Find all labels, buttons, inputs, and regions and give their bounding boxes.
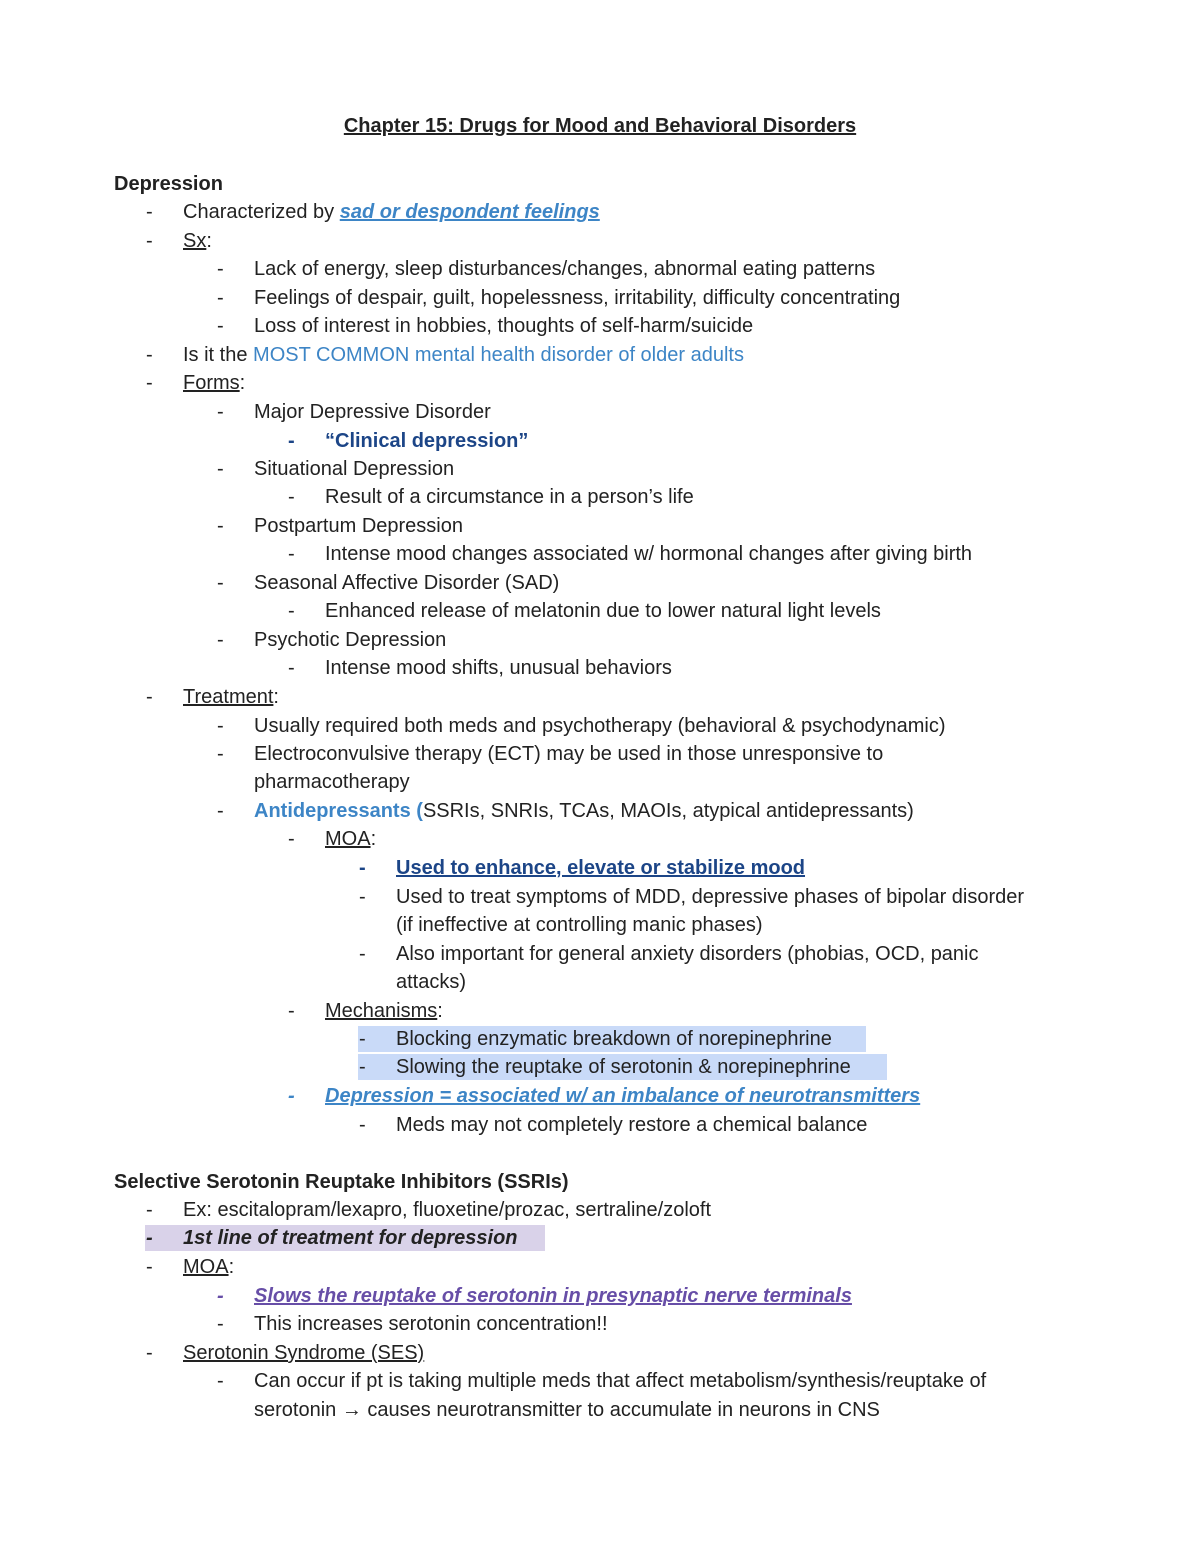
sx-label: Sx bbox=[183, 230, 207, 252]
form-name: Seasonal Affective Disorder (SAD) bbox=[254, 572, 560, 594]
treatment-item: Electroconvulsive therapy (ECT) may be used in those unresponsive to bbox=[254, 743, 884, 765]
sx-item: Feelings of despair, guilt, hopelessness, irritability, difficulty concentrating bbox=[254, 287, 901, 309]
moa-label: MOA bbox=[183, 1256, 229, 1278]
section-heading-depression: Depression bbox=[114, 173, 223, 195]
ssri-moa-main: Slows the reuptake of serotonin in presynaptic nerve terminals bbox=[254, 1285, 852, 1307]
ssri-examples: Ex: escitalopram/lexapro, fluoxetine/prozac, sertraline/zoloft bbox=[183, 1199, 712, 1221]
document-page: Chapter 15: Drugs for Mood and Behavioral Disorders Depression - Characterized by sad or despondent feelings - Sx: - Lack of energy, sleep disturbances/changes, abnormal eating patterns - Feelings of despair, guilt, hopelessness, irritability, difficulty concentrating - Loss of interest in hobbies, thoughts of self-harm/suicide - Is it the MOST COMMON mental health disorder of older adults - Forms: - Major Depressive Disorder - “Clinical depression” - Situational Depression - Result of a circumstance in a person’s life - Postpartum Depression - Intense mood changes associated w/ hormonal changes after giving birth - Seasonal Affective Disorder (SAD) - Enhanced release of melatonin due to lower natural light levels - Psychotic Depression - Intense mood shifts, unusual behaviors - Treatment: - Usually required both meds and psychotherapy (behavioral & psychodynamic) - Electroconvulsive therapy (ECT) may be used in those unresponsive to pharmacotherapy - Antidepressants (SSRIs, SNRIs, TCAs, MAOIs, atypical antidepressants) - MOA: - Used to enhance, elevate or stabilize mood - Used to treat symptoms of MDD, depressive phases of bipolar disorder (if ineffective at controlling manic phases) - Also important for general anxiety disorders (phobias, OCD, panic attacks) - Mechanisms: - Blocking enzymatic breakdown of norepinephrine - Slowing the reuptake of serotonin & norepinephrine - Depression = associated w/ an imbalance of neurotransmitters - Meds may not completely restore a chemical balance Selective Serotonin Reuptake Inhibitors (SSRIs) - Ex: escitalopram/lexapro, fluoxetine/prozac, sertraline/zoloft - 1st line of treatment for depression - MOA: - Slows the reuptake of serotonin in presynaptic nerve terminals - This increases serotonin concentration!! - Serotonin Syndrome (SES) - Can occur if pt is taking multiple meds that affect metabolism/synthesis/reuptake of serotonin → causes neurotransmitter to accumulate in neurons in CNS bbox=[0, 0, 1200, 1553]
antidepressants-label: Antidepressants ( bbox=[254, 800, 423, 822]
emphasis-text: sad or despondent feelings bbox=[339, 201, 600, 223]
ssri-moa-sub: This increases serotonin concentration!! bbox=[254, 1313, 608, 1335]
page-title: Chapter 15: Drugs for Mood and Behavioral Disorders bbox=[343, 115, 857, 137]
mechanisms-label: Mechanisms bbox=[325, 1000, 438, 1022]
treatment-label: Treatment bbox=[183, 686, 274, 708]
sx-item: Lack of energy, sleep disturbances/changes, abnormal eating patterns bbox=[254, 258, 876, 280]
list-item-text: Is it the bbox=[183, 344, 254, 366]
emphasis-text: MOST COMMON mental health disorder of older adults bbox=[253, 344, 744, 366]
list-item-text: Characterized by bbox=[183, 201, 340, 223]
antidepressants-types: SSRIs, SNRIs, TCAs, MAOIs, atypical antidepressants) bbox=[422, 800, 914, 822]
ses-item: Can occur if pt is taking multiple meds that affect metabolism/synthesis/reuptake of bbox=[254, 1370, 987, 1392]
treatment-item: Usually required both meds and psychotherapy (behavioral & psychodynamic) bbox=[254, 715, 946, 737]
sx-item: Loss of interest in hobbies, thoughts of self-harm/suicide bbox=[254, 315, 754, 337]
moa-item: attacks) bbox=[396, 971, 467, 993]
imbalance-sub: Meds may not completely restore a chemical balance bbox=[396, 1114, 868, 1136]
form-detail: Enhanced release of melatonin due to lower natural light levels bbox=[325, 600, 881, 622]
form-name: Major Depressive Disorder bbox=[254, 401, 491, 423]
moa-item: (if ineffective at controlling manic phases) bbox=[396, 914, 763, 936]
moa-label: MOA bbox=[325, 828, 371, 850]
moa-item: Also important for general anxiety disorders (phobias, OCD, panic bbox=[396, 943, 979, 965]
section-heading-ssri: Selective Serotonin Reuptake Inhibitors (SSRIs) bbox=[114, 1171, 569, 1193]
form-detail: Result of a circumstance in a person’s life bbox=[325, 486, 694, 508]
forms-label: Forms bbox=[183, 372, 240, 394]
moa-item: Used to treat symptoms of MDD, depressive phases of bipolar disorder bbox=[396, 886, 1025, 908]
imbalance-note: Depression = associated w/ an imbalance of neurotransmitters bbox=[325, 1085, 921, 1107]
ses-item: serotonin → causes neurotransmitter to accumulate in neurons in CNS bbox=[254, 1399, 880, 1421]
form-detail: “Clinical depression” bbox=[325, 430, 529, 452]
treatment-item: pharmacotherapy bbox=[254, 771, 410, 793]
form-detail: Intense mood shifts, unusual behaviors bbox=[325, 657, 672, 679]
ses-label: Serotonin Syndrome (SES) bbox=[183, 1342, 425, 1364]
form-name: Situational Depression bbox=[254, 458, 455, 480]
first-line-note: 1st line of treatment for depression bbox=[183, 1227, 518, 1249]
mechanism-item: Slowing the reuptake of serotonin & norepinephrine bbox=[396, 1056, 851, 1078]
mechanism-item: Blocking enzymatic breakdown of norepinephrine bbox=[396, 1028, 832, 1050]
form-detail: Intense mood changes associated w/ hormonal changes after giving birth bbox=[325, 543, 973, 565]
moa-item: Used to enhance, elevate or stabilize mood bbox=[396, 857, 806, 879]
form-name: Psychotic Depression bbox=[254, 629, 447, 651]
form-name: Postpartum Depression bbox=[254, 515, 463, 537]
